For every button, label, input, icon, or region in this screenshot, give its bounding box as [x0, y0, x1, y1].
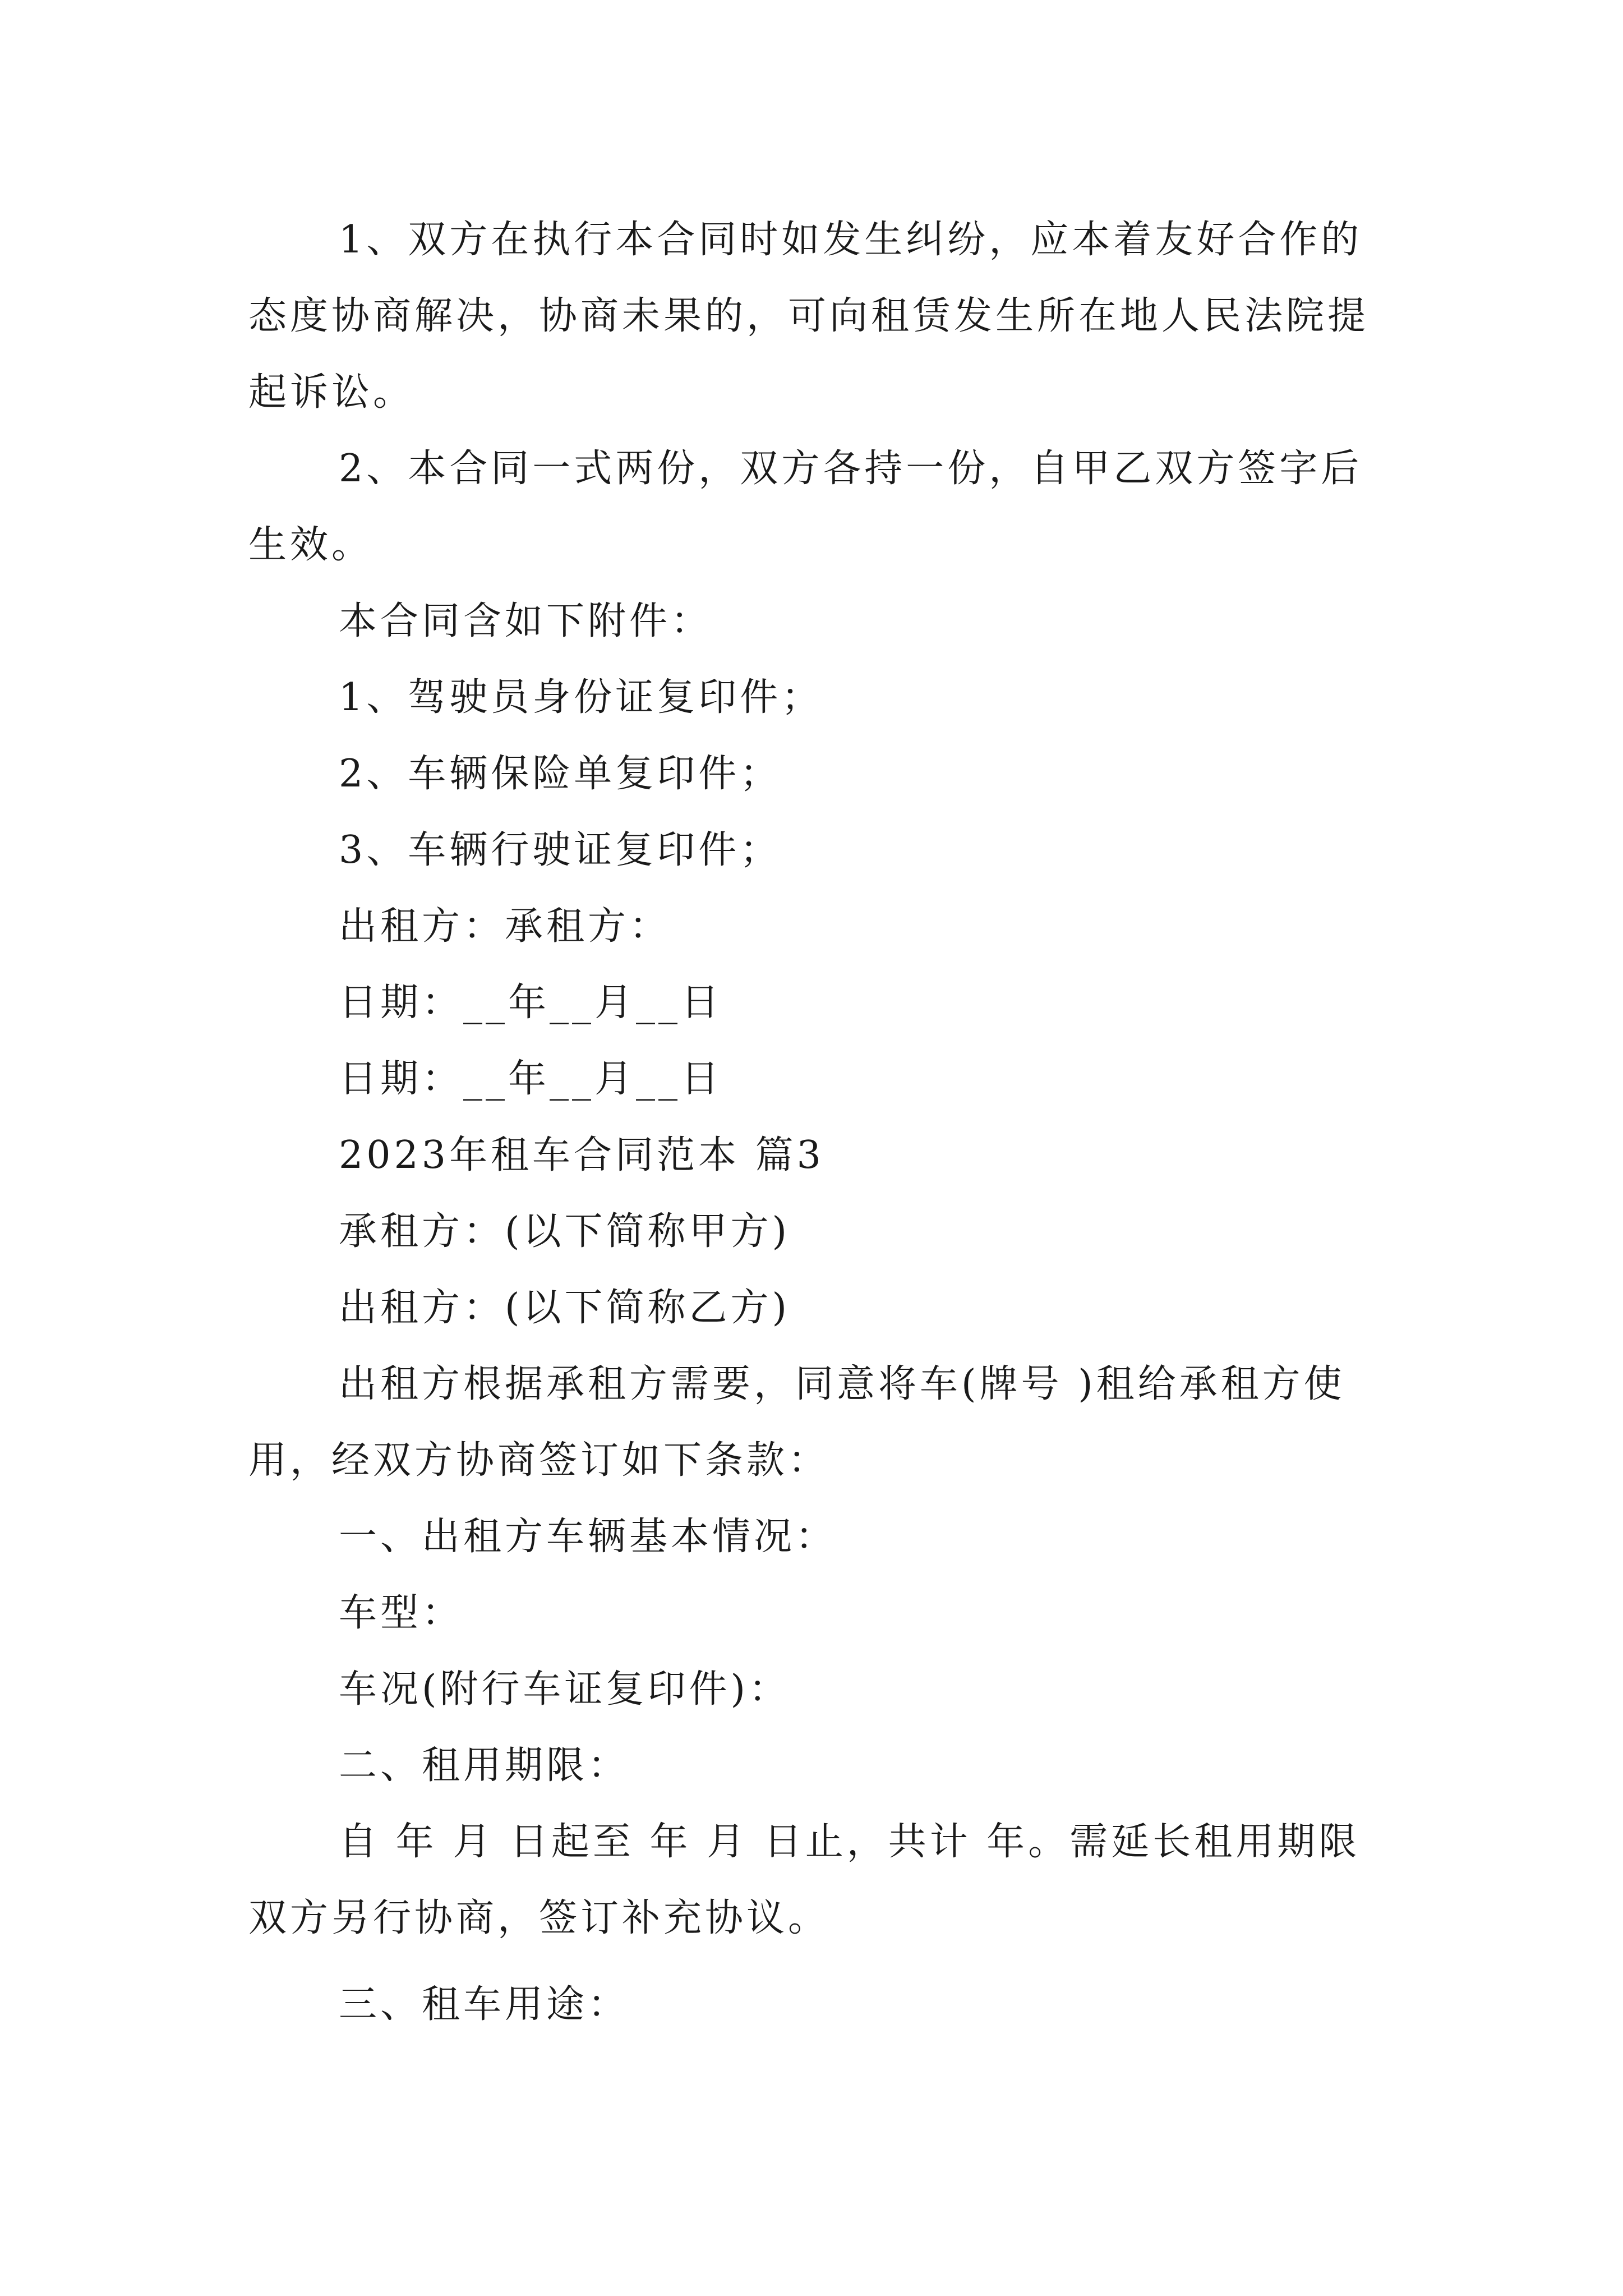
- paragraph-date-lessee: 日期：__年__月__日: [339, 1057, 723, 1101]
- paragraph-lessor-party: 出租方：(以下简称乙方): [339, 1286, 791, 1330]
- paragraph-agreement-intro: 出租方根据承租方需要，同意将车(牌号 )租给承租方使用，经双方协商签订如下条款：: [248, 1362, 1345, 1483]
- paragraph-clause-three-heading: 三、租车用途：: [339, 1982, 630, 2027]
- paragraph-vehicle-condition: 车况(附行车证复印件)：: [339, 1667, 791, 1711]
- paragraph-clause-one-heading: 一、出租方车辆基本情况：: [339, 1515, 837, 1559]
- paragraph-copies-effective: 2、本合同一式两份，双方各持一份，自甲乙双方签字后生效。: [248, 447, 1363, 567]
- paragraph-attachment-id-card: 1、驾驶员身份证复印件；: [339, 675, 823, 720]
- paragraph-dispute-resolution: 1、双方在执行本合同时如发生纠纷，应本着友好合作的态度协商解决，协商未果的，可向租赁发生所在地人民法院提起诉讼。: [248, 218, 1370, 415]
- contract-body: [248, 202, 1381, 2043]
- paragraph-attachment-license: 3、车辆行驶证复印件；: [339, 828, 782, 872]
- paragraph-attachment-insurance: 2、车辆保险单复印件；: [339, 752, 782, 796]
- paragraph-attachments-heading: 本合同含如下附件：: [339, 599, 713, 643]
- paragraph-clause-two-heading: 二、租用期限：: [339, 1743, 630, 1788]
- paragraph-rental-period: 自 年 月 日起至 年 月 日止，共计 年。需延长租用期限双方另行协商，签订补充协议。: [248, 1820, 1361, 1940]
- paragraph-date-lessor: 日期：__年__月__日: [339, 981, 723, 1025]
- paragraph-vehicle-model: 车型：: [339, 1591, 464, 1635]
- paragraph-lessee-party: 承租方：(以下简称甲方): [339, 1209, 791, 1254]
- section-title: 2023年租车合同范本 篇3: [339, 1133, 824, 1177]
- paragraph-signatories: 出租方：承租方：: [339, 904, 671, 949]
